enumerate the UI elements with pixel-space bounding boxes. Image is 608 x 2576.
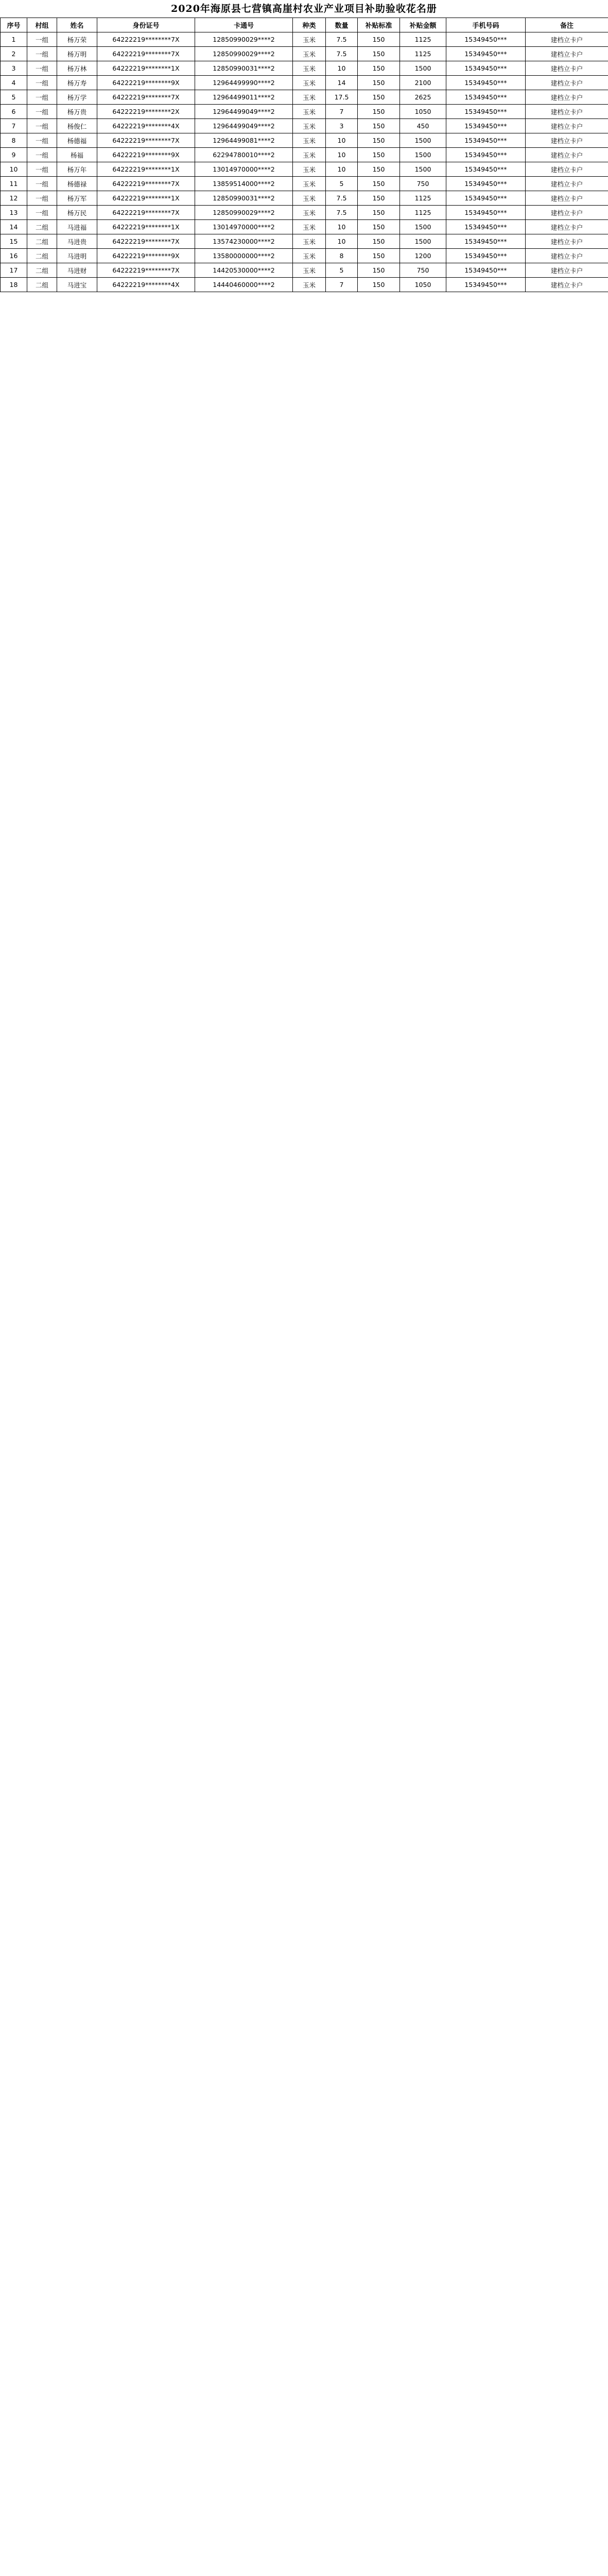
cell-card-number: 14420530000****2 — [195, 263, 293, 278]
table-row — [1, 105, 608, 119]
table-row — [1, 263, 608, 278]
cell-quantity: 7.5 — [326, 32, 358, 47]
cell-card-number: 12964499990****2 — [195, 76, 293, 90]
table-row — [1, 177, 608, 191]
cell-phone: 15349450*** — [446, 177, 526, 191]
header-card-number: 卡通号 — [195, 18, 293, 32]
cell-index: 7 — [1, 119, 27, 133]
cell-quantity: 7 — [326, 278, 358, 292]
cell-type: 玉米 — [293, 32, 326, 47]
cell-type: 玉米 — [293, 177, 326, 191]
cell-card-number: 14440460000****2 — [195, 278, 293, 292]
cell-phone: 15349450*** — [446, 119, 526, 133]
cell-quantity: 10 — [326, 61, 358, 76]
cell-subsidy-amount: 1500 — [400, 148, 446, 162]
cell-name: 马进福 — [57, 220, 97, 234]
cell-type: 玉米 — [293, 278, 326, 292]
cell-subsidy-standard: 150 — [358, 234, 400, 249]
cell-village-group: 一组 — [27, 119, 57, 133]
cell-phone: 15349450*** — [446, 133, 526, 148]
cell-card-number: 12850990029****2 — [195, 47, 293, 61]
cell-subsidy-amount: 750 — [400, 177, 446, 191]
cell-subsidy-amount: 1125 — [400, 206, 446, 220]
table-row — [1, 249, 608, 263]
cell-remark: 建档立卡户 — [526, 32, 608, 47]
cell-name: 杨万贵 — [57, 105, 97, 119]
cell-quantity: 3 — [326, 119, 358, 133]
cell-subsidy-amount: 2100 — [400, 76, 446, 90]
cell-remark: 建档立卡户 — [526, 61, 608, 76]
header-name: 姓名 — [57, 18, 97, 32]
cell-card-number: 12850990031****2 — [195, 61, 293, 76]
cell-subsidy-standard: 150 — [358, 90, 400, 105]
cell-quantity: 10 — [326, 162, 358, 177]
table-row — [1, 90, 608, 105]
cell-quantity: 8 — [326, 249, 358, 263]
cell-type: 玉米 — [293, 191, 326, 206]
cell-subsidy-standard: 150 — [358, 76, 400, 90]
table-row — [1, 133, 608, 148]
header-village-group: 村组 — [27, 18, 57, 32]
cell-name: 马进贵 — [57, 234, 97, 249]
cell-phone: 15349450*** — [446, 148, 526, 162]
cell-card-number: 62294780010****2 — [195, 148, 293, 162]
cell-subsidy-standard: 150 — [358, 191, 400, 206]
cell-name: 杨万林 — [57, 61, 97, 76]
cell-index: 14 — [1, 220, 27, 234]
cell-phone: 15349450*** — [446, 263, 526, 278]
table-row — [1, 162, 608, 177]
cell-id-number: 64222219********7X — [97, 206, 195, 220]
cell-id-number: 64222219********9X — [97, 76, 195, 90]
table-row — [1, 206, 608, 220]
cell-subsidy-standard: 150 — [358, 263, 400, 278]
cell-subsidy-amount: 1500 — [400, 234, 446, 249]
cell-subsidy-standard: 150 — [358, 148, 400, 162]
cell-phone: 15349450*** — [446, 220, 526, 234]
table-row — [1, 32, 608, 47]
cell-id-number: 64222219********2X — [97, 105, 195, 119]
cell-village-group: 二组 — [27, 278, 57, 292]
cell-subsidy-amount: 750 — [400, 263, 446, 278]
cell-quantity: 5 — [326, 263, 358, 278]
cell-village-group: 二组 — [27, 249, 57, 263]
cell-id-number: 64222219********4X — [97, 119, 195, 133]
cell-type: 玉米 — [293, 206, 326, 220]
cell-name: 杨万荣 — [57, 32, 97, 47]
cell-index: 2 — [1, 47, 27, 61]
cell-card-number: 12964499049****2 — [195, 105, 293, 119]
cell-index: 12 — [1, 191, 27, 206]
cell-id-number: 64222219********7X — [97, 133, 195, 148]
cell-subsidy-amount: 1125 — [400, 47, 446, 61]
cell-subsidy-standard: 150 — [358, 177, 400, 191]
cell-type: 玉米 — [293, 162, 326, 177]
cell-id-number: 64222219********4X — [97, 278, 195, 292]
cell-quantity: 10 — [326, 133, 358, 148]
header-quantity: 数量 — [326, 18, 358, 32]
cell-remark: 建档立卡户 — [526, 191, 608, 206]
cell-village-group: 一组 — [27, 133, 57, 148]
cell-subsidy-standard: 150 — [358, 206, 400, 220]
cell-type: 玉米 — [293, 76, 326, 90]
cell-index: 13 — [1, 206, 27, 220]
cell-phone: 15349450*** — [446, 61, 526, 76]
cell-card-number: 12964499011****2 — [195, 90, 293, 105]
cell-subsidy-amount: 1125 — [400, 32, 446, 47]
table-row — [1, 278, 608, 292]
cell-id-number: 64222219********1X — [97, 162, 195, 177]
table-row — [1, 61, 608, 76]
cell-type: 玉米 — [293, 133, 326, 148]
cell-index: 5 — [1, 90, 27, 105]
cell-remark: 建档立卡户 — [526, 162, 608, 177]
cell-village-group: 一组 — [27, 61, 57, 76]
cell-remark: 建档立卡户 — [526, 90, 608, 105]
table-row — [1, 234, 608, 249]
cell-phone: 15349450*** — [446, 90, 526, 105]
cell-index: 16 — [1, 249, 27, 263]
cell-remark: 建档立卡户 — [526, 278, 608, 292]
cell-id-number: 64222219********1X — [97, 191, 195, 206]
cell-subsidy-amount: 1050 — [400, 105, 446, 119]
header-remark: 备注 — [526, 18, 608, 32]
cell-village-group: 一组 — [27, 76, 57, 90]
cell-id-number: 64222219********7X — [97, 263, 195, 278]
cell-subsidy-standard: 150 — [358, 220, 400, 234]
cell-card-number: 13014970000****2 — [195, 162, 293, 177]
cell-subsidy-standard: 150 — [358, 61, 400, 76]
cell-quantity: 7 — [326, 105, 358, 119]
cell-type: 玉米 — [293, 249, 326, 263]
cell-phone: 15349450*** — [446, 76, 526, 90]
cell-index: 3 — [1, 61, 27, 76]
cell-index: 1 — [1, 32, 27, 47]
cell-name: 杨万学 — [57, 90, 97, 105]
cell-village-group: 一组 — [27, 206, 57, 220]
header-id-number: 身份证号 — [97, 18, 195, 32]
cell-subsidy-amount: 2625 — [400, 90, 446, 105]
cell-remark: 建档立卡户 — [526, 47, 608, 61]
cell-id-number: 64222219********7X — [97, 32, 195, 47]
header-subsidy-amount: 补贴金额 — [400, 18, 446, 32]
cell-type: 玉米 — [293, 148, 326, 162]
cell-index: 6 — [1, 105, 27, 119]
cell-name: 杨福 — [57, 148, 97, 162]
cell-village-group: 一组 — [27, 90, 57, 105]
cell-subsidy-standard: 150 — [358, 105, 400, 119]
cell-village-group: 一组 — [27, 47, 57, 61]
cell-quantity: 10 — [326, 220, 358, 234]
cell-type: 玉米 — [293, 105, 326, 119]
table-row — [1, 119, 608, 133]
cell-phone: 15349450*** — [446, 32, 526, 47]
table-row — [1, 47, 608, 61]
cell-id-number: 64222219********7X — [97, 177, 195, 191]
cell-card-number: 13574230000****2 — [195, 234, 293, 249]
table-row — [1, 148, 608, 162]
cell-type: 玉米 — [293, 90, 326, 105]
cell-name: 马进明 — [57, 249, 97, 263]
cell-card-number: 12850990029****2 — [195, 206, 293, 220]
cell-card-number: 12964499081****2 — [195, 133, 293, 148]
cell-subsidy-standard: 150 — [358, 47, 400, 61]
cell-subsidy-standard: 150 — [358, 119, 400, 133]
cell-type: 玉米 — [293, 61, 326, 76]
cell-subsidy-amount: 450 — [400, 119, 446, 133]
cell-card-number: 12850990031****2 — [195, 191, 293, 206]
cell-id-number: 64222219********9X — [97, 148, 195, 162]
table-row — [1, 220, 608, 234]
cell-quantity: 10 — [326, 234, 358, 249]
cell-card-number: 13014970000****2 — [195, 220, 293, 234]
cell-quantity: 7.5 — [326, 191, 358, 206]
cell-card-number: 12964499049****2 — [195, 119, 293, 133]
cell-name: 杨万寿 — [57, 76, 97, 90]
cell-subsidy-standard: 150 — [358, 162, 400, 177]
cell-index: 8 — [1, 133, 27, 148]
cell-name: 杨德禄 — [57, 177, 97, 191]
cell-subsidy-amount: 1125 — [400, 191, 446, 206]
cell-index: 9 — [1, 148, 27, 162]
header-type: 种类 — [293, 18, 326, 32]
table-header-row — [1, 18, 608, 32]
cell-type: 玉米 — [293, 263, 326, 278]
cell-name: 杨俊仁 — [57, 119, 97, 133]
table-row — [1, 191, 608, 206]
cell-phone: 15349450*** — [446, 47, 526, 61]
cell-phone: 15349450*** — [446, 206, 526, 220]
cell-type: 玉米 — [293, 220, 326, 234]
cell-subsidy-amount: 1500 — [400, 133, 446, 148]
cell-name: 杨万明 — [57, 47, 97, 61]
cell-village-group: 二组 — [27, 234, 57, 249]
cell-remark: 建档立卡户 — [526, 234, 608, 249]
cell-index: 10 — [1, 162, 27, 177]
cell-quantity: 17.5 — [326, 90, 358, 105]
cell-remark: 建档立卡户 — [526, 263, 608, 278]
cell-type: 玉米 — [293, 234, 326, 249]
cell-remark: 建档立卡户 — [526, 119, 608, 133]
cell-remark: 建档立卡户 — [526, 105, 608, 119]
cell-name: 杨万年 — [57, 162, 97, 177]
cell-subsidy-standard: 150 — [358, 249, 400, 263]
cell-index: 15 — [1, 234, 27, 249]
cell-remark: 建档立卡户 — [526, 249, 608, 263]
cell-id-number: 64222219********7X — [97, 47, 195, 61]
cell-remark: 建档立卡户 — [526, 206, 608, 220]
cell-type: 玉米 — [293, 119, 326, 133]
cell-village-group: 一组 — [27, 32, 57, 47]
cell-remark: 建档立卡户 — [526, 177, 608, 191]
cell-index: 11 — [1, 177, 27, 191]
cell-subsidy-amount: 1200 — [400, 249, 446, 263]
cell-quantity: 5 — [326, 177, 358, 191]
cell-village-group: 二组 — [27, 220, 57, 234]
table-body — [1, 32, 608, 292]
cell-village-group: 二组 — [27, 263, 57, 278]
header-index: 序号 — [1, 18, 27, 32]
cell-quantity: 7.5 — [326, 206, 358, 220]
cell-remark: 建档立卡户 — [526, 220, 608, 234]
cell-village-group: 一组 — [27, 191, 57, 206]
cell-village-group: 一组 — [27, 148, 57, 162]
document-title: 2020年海原县七营镇高崖村农业产业项目补助验收花名册 — [171, 3, 437, 14]
cell-quantity: 7.5 — [326, 47, 358, 61]
cell-name: 马进宝 — [57, 278, 97, 292]
cell-phone: 15349450*** — [446, 249, 526, 263]
cell-subsidy-standard: 150 — [358, 133, 400, 148]
cell-index: 4 — [1, 76, 27, 90]
cell-subsidy-amount: 1500 — [400, 162, 446, 177]
cell-phone: 15349450*** — [446, 105, 526, 119]
cell-name: 马进财 — [57, 263, 97, 278]
header-phone: 手机号码 — [446, 18, 526, 32]
cell-type: 玉米 — [293, 47, 326, 61]
cell-index: 18 — [1, 278, 27, 292]
cell-quantity: 14 — [326, 76, 358, 90]
cell-village-group: 一组 — [27, 105, 57, 119]
cell-name: 杨德福 — [57, 133, 97, 148]
cell-id-number: 64222219********7X — [97, 234, 195, 249]
cell-index: 17 — [1, 263, 27, 278]
cell-village-group: 一组 — [27, 177, 57, 191]
cell-phone: 15349450*** — [446, 191, 526, 206]
cell-name: 杨万民 — [57, 206, 97, 220]
cell-id-number: 64222219********1X — [97, 61, 195, 76]
cell-remark: 建档立卡户 — [526, 148, 608, 162]
cell-id-number: 64222219********1X — [97, 220, 195, 234]
cell-remark: 建档立卡户 — [526, 76, 608, 90]
cell-card-number: 13859514000****2 — [195, 177, 293, 191]
cell-quantity: 10 — [326, 148, 358, 162]
cell-phone: 15349450*** — [446, 234, 526, 249]
cell-id-number: 64222219********7X — [97, 90, 195, 105]
cell-name: 杨万军 — [57, 191, 97, 206]
header-subsidy-standard: 补贴标准 — [358, 18, 400, 32]
cell-subsidy-standard: 150 — [358, 278, 400, 292]
cell-card-number: 13580000000****2 — [195, 249, 293, 263]
cell-id-number: 64222219********9X — [97, 249, 195, 263]
cell-subsidy-amount: 1500 — [400, 220, 446, 234]
cell-remark: 建档立卡户 — [526, 133, 608, 148]
roster-table — [0, 18, 608, 292]
cell-card-number: 12850990029****2 — [195, 32, 293, 47]
cell-subsidy-standard: 150 — [358, 32, 400, 47]
cell-subsidy-amount: 1500 — [400, 61, 446, 76]
cell-subsidy-amount: 1050 — [400, 278, 446, 292]
cell-phone: 15349450*** — [446, 278, 526, 292]
cell-phone: 15349450*** — [446, 162, 526, 177]
cell-village-group: 一组 — [27, 162, 57, 177]
table-row — [1, 76, 608, 90]
